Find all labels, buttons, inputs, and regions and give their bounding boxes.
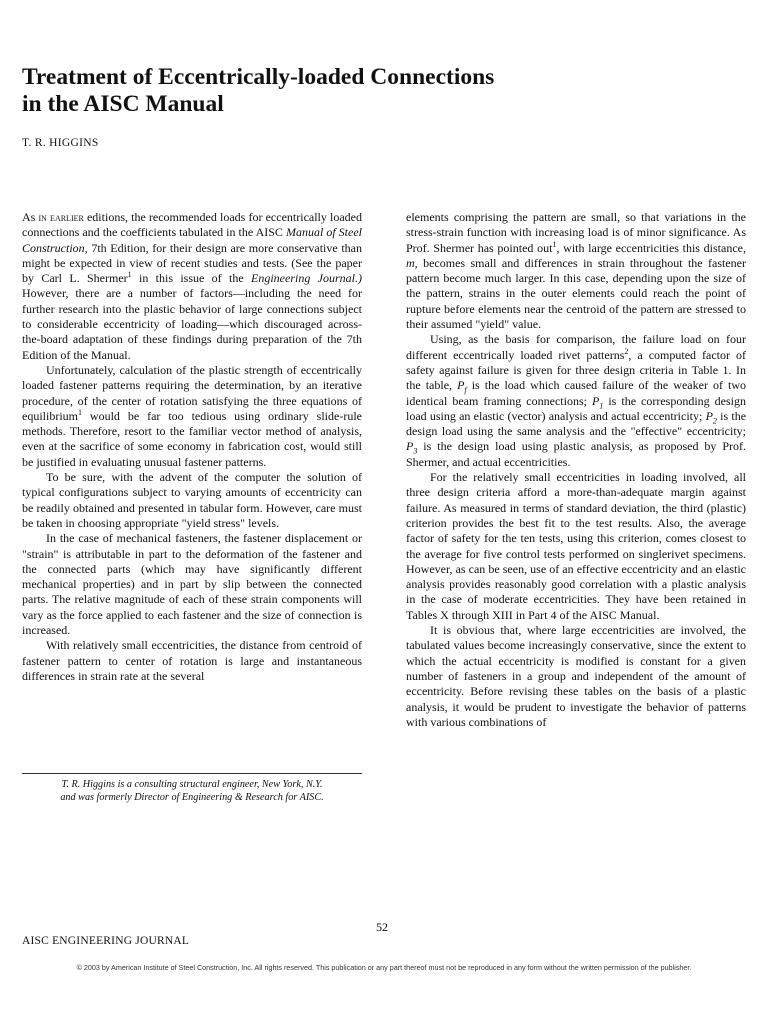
journal-title: Engineering Journal.) bbox=[251, 271, 362, 286]
text: becomes small and differences in strain throughout the fastener pattern become much larger. In this case, depending upon the size of the pattern, strains in the outer elements could reach the point of rupture before elements near the centroid of the pattern are stressed to their assumed "yield" value. bbox=[406, 255, 746, 332]
text: in this issue of the bbox=[139, 271, 244, 286]
author-footnote bbox=[22, 773, 362, 804]
small-caps-text: in earlier bbox=[38, 210, 84, 224]
text: , a computed factor of safety against failure is given for three design criteria in Table 1. In the table, bbox=[406, 347, 746, 393]
right-column bbox=[406, 210, 746, 730]
text: 7th Edition, for their design are more conservative than might be expected in view of recent studies and tests. (See the paper by Carl L. Shermer bbox=[22, 240, 362, 286]
article-title bbox=[22, 64, 642, 118]
manual-title: Manual of Steel Construction, bbox=[22, 225, 362, 255]
drop-word: As bbox=[22, 210, 36, 224]
paragraph: For the relatively small eccentricities in loading involved, all three design criteria afford a more-than-adequate margin against failure. As measured in terms of standard deviation, the third (plastic) criterion provides the best fit to the test results. Also, the average factor of safety for the ten tests, using this criterion, comes closest to the average for five control tests performed on singlerivet specimens. However, as can be seen, use of an effective eccentricity and an elastic analysis provides reasonably good correlation with a plastic analysis in the case of moderate eccentricities. They have been retained in Tables X through XIII in Part 4 of the AISC Manual. bbox=[406, 470, 746, 622]
title-line-2: in the AISC Manual bbox=[22, 91, 224, 117]
variable-p3: $P_3$ bbox=[406, 439, 418, 456]
page-number: 52 bbox=[376, 920, 388, 934]
left-column bbox=[22, 210, 362, 684]
paragraph bbox=[406, 210, 746, 332]
paragraph: To be sure, with the advent of the computer the solution of typical configurations subject to varying amounts of eccentricity can be readily obtained and presented in tabular form. However, care must be taken in choosing appropriate "yield stress" levels. bbox=[22, 470, 362, 530]
variable-pf: $P_f$ bbox=[457, 378, 467, 395]
text: would be far too tedious using ordinary slide-rule methods. Therefore, resort to the familiar vector method of analysis, even at the sacrifice of some economy in fabrication cost, would still be justified in evaluating unusual fastener patterns. bbox=[22, 408, 362, 469]
footnote-ref: 1 bbox=[127, 270, 132, 280]
footnote-line-1: T. R. Higgins is a consulting structural engineer, New York, N.Y. bbox=[61, 779, 323, 790]
footnote-line-2: and was formerly Director of Engineering & Research for AISC. bbox=[60, 792, 324, 803]
text: is the load which caused failure of the weaker of two identical beam framing connections; bbox=[406, 378, 747, 408]
text: However, there are a number of factors—including the need for further research into the plastic behavior of large connections subject to considerable eccentricity of loading—which discouraged across-the-board adaptation of these findings during preparation of the 7th Edition of the Manual. bbox=[22, 286, 362, 362]
variable-p2: $P_2$ bbox=[705, 408, 717, 426]
paragraph: It is obvious that, where large eccentricities are involved, the tabulated values become increasingly conservative, since the extent to which the actual eccentricity is modified is constant for a given number of fasteners in a group and independent of the amount of eccentricity. Before revising these tables on the basis of a plastic analysis, it would be prudent to investigate the behavior of patterns with various combinations of bbox=[406, 623, 746, 729]
footnote-ref: 2 bbox=[624, 346, 629, 356]
text: Using, as the basis for comparison, the failure load on four different eccentrically loaded rivet patterns bbox=[406, 332, 746, 362]
variable-p1: $P_1$ bbox=[591, 393, 604, 410]
footnote-ref: 1 bbox=[78, 407, 82, 417]
paragraph bbox=[22, 363, 362, 470]
journal-name: AISC ENGINEERING JOURNAL bbox=[22, 935, 190, 947]
copyright-notice: © 2003 by American Institute of Steel Construction, Inc. All rights reserved. This publication or any part thereof must not be reproduced in any form without the written permission of the publisher. bbox=[76, 963, 692, 972]
paragraph: With relatively small eccentricities, the distance from centroid of fastener pattern to center of rotation is large and instantaneous differences in strain rate at the several bbox=[22, 638, 362, 683]
text: is the corresponding design load using an elastic (vector) analysis and actual eccentricity; bbox=[406, 393, 747, 423]
text: , with large eccentricities this distance, bbox=[556, 240, 746, 255]
text: elements comprising the pattern are small, so that variations in the stress-strain function with increasing load is of minor significance. As Prof. Shermer has pointed out bbox=[406, 210, 746, 255]
title-line-1: Treatment of Eccentrically-loaded Connections bbox=[22, 64, 495, 90]
footnote-ref: 1 bbox=[552, 239, 557, 249]
paragraph: In the case of mechanical fasteners, the fastener displacement or "strain" is attributable in part to the deformation of the fastener and the connected parts (which may have significantly different mechanical properties) and in part by slip between the connected parts. The relative magnitude of each of these strain components will vary as the force applied to each fastener and the size of connection is increased. bbox=[22, 531, 362, 638]
text: editions, the recommended loads for eccentrically loaded connections and the coefficients tabulated in the AISC bbox=[22, 210, 363, 240]
variable-m: m, bbox=[406, 255, 418, 270]
text: is the design load using the same analysis and the "effective" eccentricity; bbox=[406, 408, 747, 439]
paragraph bbox=[22, 210, 362, 363]
text: Unfortunately, calculation of the plastic strength of eccentrically loaded fastener patterns requiring the determination, by an iterative procedure, of the center of rotation satisfying the three equations of equilibrium bbox=[22, 362, 362, 423]
author-byline: T. R. HIGGINS bbox=[22, 137, 99, 149]
paragraph bbox=[406, 332, 746, 470]
text: is the design load using plastic analysis, as proposed by Prof. Shermer, and actual eccentricities. bbox=[406, 439, 747, 469]
